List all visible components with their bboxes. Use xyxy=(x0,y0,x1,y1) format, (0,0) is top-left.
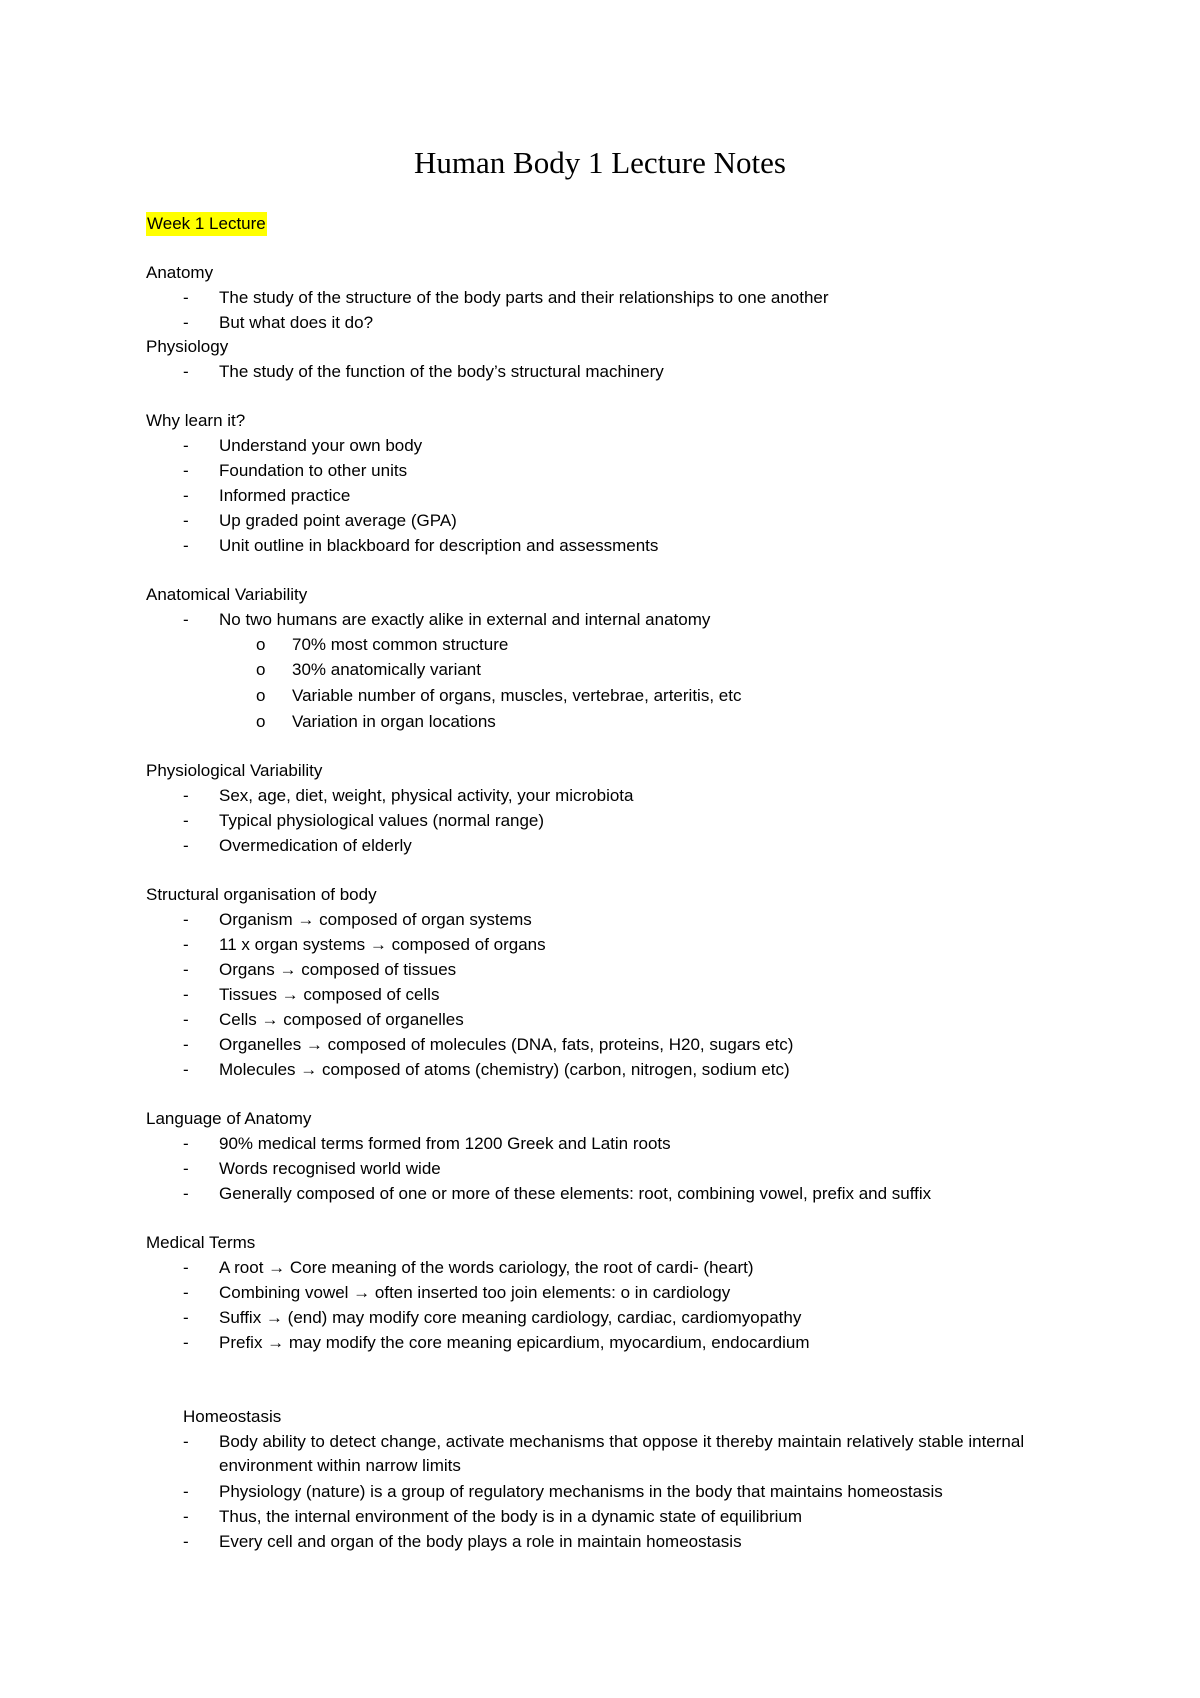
medical-terms-heading: Medical Terms xyxy=(146,1233,256,1252)
anatomical-variability-heading: Anatomical Variability xyxy=(146,585,308,604)
list-item: Body ability to detect change, activate mechanisms that oppose it thereby maintain relatively stable internal environment within narrow limits xyxy=(219,1432,1025,1475)
why-heading: Why learn it? xyxy=(146,411,246,430)
structural-organisation-heading: Structural organisation of body xyxy=(146,885,377,904)
anatomy-heading: Anatomy xyxy=(146,263,214,282)
homeostasis-heading: Homeostasis xyxy=(183,1407,282,1426)
document-page: Human Body 1 Lecture Notes Week 1 Lecture Anatomy - The study of the structure of the body parts and their relationships to one another - But what does it do? Physiology - The study of the function of the body’s structural machinery Why learn it? - Understand your own body - Foundation to other units - Informed practice - Up graded point average (GPA) - Unit outline in blackboard for description and assessments Anatomical Variability - No two humans are exactly alike in external and internal anatomy o 70% most common structure o 30% anatomically variant o Variable number of organs, muscles, vertebrae, arteritis, etc o Variation in organ locations Physiological Variability - Sex, age, diet, weight, physical activity, your microbiota - Typical physiological values (normal range) - Overmedication of elderly Structural organisation of body - Organism → composed of organ systems - 11 x organ systems → composed of organs - Organs → composed of tissues - Tissues → composed of cells - Cells → composed of organelles - Organelles → composed of molecules (DNA, fats, proteins, H20, sugars etc) - Molecules → composed of atoms (chemistry) (carbon, nitrogen, sodium etc) Language of Anatomy - 90% medical terms formed from 1200 Greek and Latin roots - Words recognised world wide - Generally composed of one or more of these elements: root, combining vowel, prefix and suffix Medical Terms - A root → Core meaning of the words cariology, the root of cardi- (heart) - Combining vowel → often inserted too join elements: o in cardiology - Suffix → (end) may modify core meaning cardiology, cardiac, cardiomyopathy - Prefix → may modify the core meaning epicardium, myocardium, endocardium Homeostasis - Body ability to detect change, activate mechanisms that oppose it thereby maintain relatively stable internal environment within narrow limits - Physiology (nature) is a group of regulatory mechanisms in the body that maintains homeostasis - Thus, the internal environment of the body is in a dynamic state of equilibrium - Every cell and organ of the body plays a role in maintain homeostasis xyxy=(0,0,1200,1698)
week-heading: Week 1 Lecture xyxy=(146,212,267,236)
physiological-variability-heading: Physiological Variability xyxy=(146,761,323,780)
language-heading: Language of Anatomy xyxy=(146,1109,312,1128)
document-title: Human Body 1 Lecture Notes xyxy=(414,145,786,180)
physiology-heading: Physiology xyxy=(146,337,229,356)
